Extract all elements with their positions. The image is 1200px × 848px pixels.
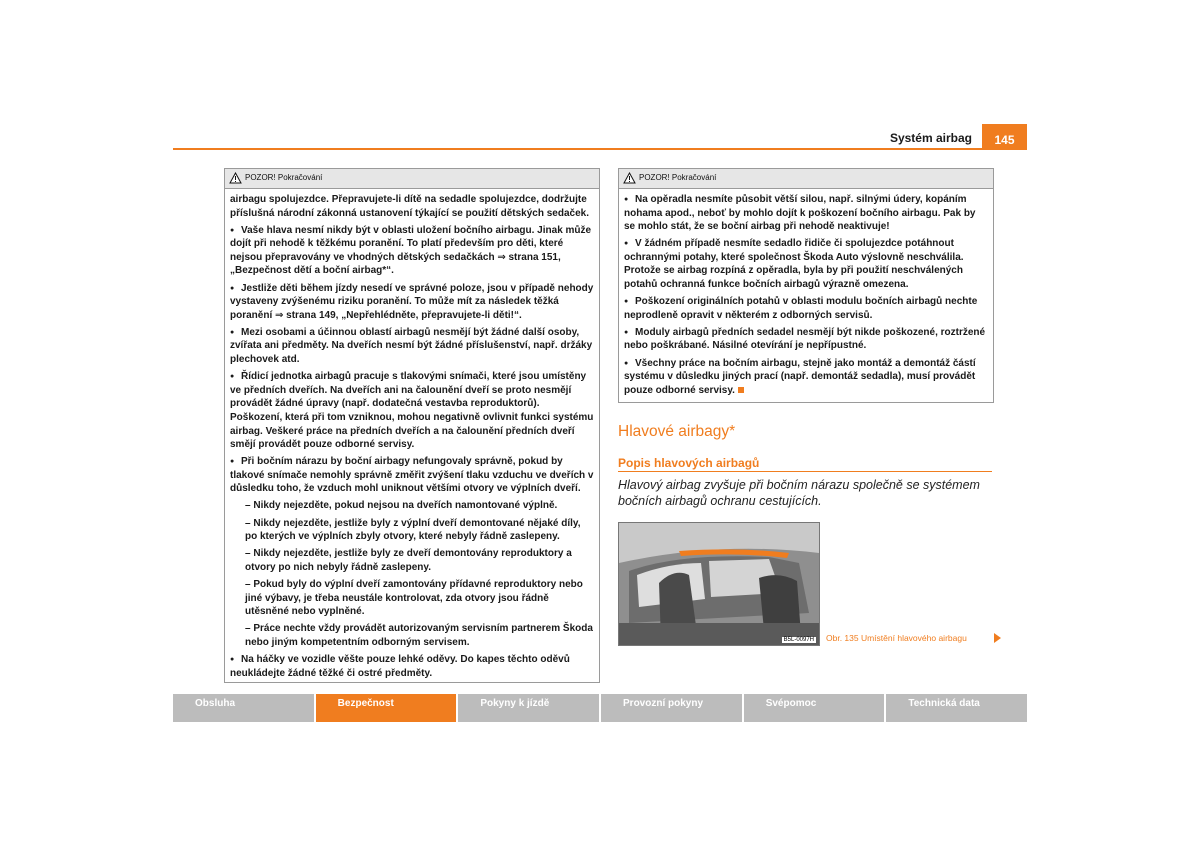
bullet-icon: ● (230, 373, 235, 381)
bullet-paragraph (230, 326, 594, 367)
paragraph-text: Při bočním nárazu by boční airbagy nefungovaly správně, pokud by tlakové snímače nemohly správně změřit zvýšení tlaku vzduchu ve dveřích v důsledku toho, že vzduch mohl uniknout většími otvory ve výplních dveří. (230, 456, 594, 495)
bullet-icon: ● (230, 655, 235, 663)
nav-tab[interactable]: Technická data (886, 694, 1027, 722)
paragraph-text: Moduly airbagů předních sedadel nesmějí být nikde poškozené, roztržené nebo poškrábané. Násilné otevírání je nepřípustné. (624, 326, 986, 352)
bullet-icon: ● (624, 240, 629, 248)
bullet-paragraph (624, 237, 988, 291)
dash-icon: – (245, 517, 254, 529)
text-paragraph (230, 193, 594, 220)
paragraph-text: Mezi osobami a účinnou oblastí airbagů nesmějí být žádné další osoby, zvířata ani předměty. Na dveřích nesmí být žádné příslušenství, např. držáky plechovek atd. (230, 326, 593, 366)
bullet-paragraph (624, 326, 988, 353)
bullet-icon: ● (230, 284, 235, 292)
bullet-icon: ● (230, 226, 235, 234)
nav-tab[interactable]: Pokyny k jízdě (458, 694, 599, 722)
warning-box-label: POZOR! Pokračování (245, 173, 323, 182)
dash-item (230, 517, 594, 544)
head-airbag-figure (618, 522, 820, 646)
warning-box-label: POZOR! Pokračování (639, 173, 717, 182)
bullet-icon: ● (624, 328, 629, 336)
warning-triangle-icon (229, 172, 242, 184)
paragraph-text: Poškození originálních potahů v oblasti modulu bočních airbagů nechte neprodleně opravit v některém z odborných servisů. (624, 296, 978, 321)
dash-icon: – (245, 623, 254, 635)
chapter-navigation (173, 694, 1027, 722)
car-interior-illustration (619, 523, 819, 645)
warning-box-body (225, 189, 599, 686)
bullet-icon: ● (624, 196, 629, 203)
nav-tab[interactable]: Obsluha (173, 694, 314, 722)
warning-box-body (619, 189, 993, 403)
paragraph-text: Nikdy nejezděte, jestliže byly ze dveří demontovány reproduktory a otvory po nich nebyly řádně zaslepeny. (245, 548, 572, 573)
nav-tab[interactable]: Svépomoc (744, 694, 885, 722)
continue-arrow-icon (994, 633, 1001, 643)
paragraph-text: Jestliže děti během jízdy nesedí ve správné poloze, jsou v případě nehody vystaveny zvýšenému riziku poranění. To může mít za následek těžká poranění ⇒ strana 149, „Nepřehlédněte, přepravujete-li děti!“. (230, 282, 594, 321)
bullet-icon: ● (230, 328, 235, 336)
paragraph-text: Pokud byly do výplní dveří zamontovány přídavné reproduktory nebo jiné výbavy, je třeba neustále kontrolovat, zda otvory jsou řádně utěsněné nebo vyplněné. (245, 578, 583, 618)
figure-caption: Obr. 135 Umístění hlavového airbagu (826, 633, 967, 643)
bullet-paragraph (230, 653, 594, 680)
end-of-section-mark (738, 387, 744, 393)
dash-icon: – (245, 500, 254, 512)
header-rule (173, 148, 1027, 150)
bullet-icon: ● (624, 359, 629, 367)
dash-icon: – (245, 578, 254, 590)
bullet-paragraph (230, 370, 594, 452)
section-subtitle: Popis hlavových airbagů (618, 456, 760, 470)
bullet-icon: ● (624, 298, 629, 306)
subtitle-rule (618, 471, 992, 472)
warning-box-left (224, 168, 600, 683)
bullet-paragraph (230, 224, 594, 278)
paragraph-text: V žádném případě nesmíte sedadlo řidiče či spolujezdce potáhnout ochrannými potahy, které společnost Škoda Auto výslovně neschválila. Protože se airbag rozpíná z opěradla, byla by při použití neschválených potahů ochranná funkce bočních airbagů výrazně omezena. (624, 238, 964, 291)
paragraph-text: Práce nechte vždy provádět autorizovaným servisním partnerem Škoda nebo jiným kompetentním odborným servisem. (245, 623, 593, 648)
dash-item (230, 622, 594, 649)
warning-box-header (619, 169, 993, 189)
paragraph-text: Všechny práce na bočním airbagu, stejně jako montáž a demontáž částí systému v důsledku jiných prací (např. demontáž sedadla), musí provádět pouze odborné servisy. (624, 357, 976, 396)
page-number: 145 (982, 124, 1027, 148)
figure-code: B5L-0097H (783, 637, 814, 643)
paragraph-text: airbagu spolujezdce. Přepravujete-li dítě na sedadle spolujezdce, dodržujte příslušná národní zákonná ustanovení týkající se použití dětských sedaček. (230, 194, 590, 219)
warning-triangle-icon (623, 172, 636, 184)
paragraph-text: Na opěradla nesmíte působit větší silou, např. silnými údery, kopáním nohama apod., neboť by mohlo dojít k poškození bočního airbagu. Pak by se mohlo stát, že se boční airbag při nehodě neaktivuje! (624, 194, 976, 233)
dash-icon: – (245, 548, 254, 560)
paragraph-text: Řídicí jednotka airbagů pracuje s tlakovými snímači, které jsou umístěny ve předních dveřích. Na dveřích ani na čalounění dveří se proto nesmějí provádět žádné úpravy (např. dodatečná vestavba reproduktorů). Poškození, která při tom vzniknou, mohou negativně ovlivnit funkci systému airbag. Veškeré práce na předních dveřích a na čalounění předních dveří smějí provádět pouze odborné servisy. (230, 371, 594, 451)
paragraph-text: Nikdy nejezděte, pokud nejsou na dveřích namontované výplně. (253, 500, 558, 512)
bullet-paragraph (230, 282, 594, 323)
paragraph-text: Vaše hlava nesmí nikdy být v oblasti uložení bočního airbagu. Jinak může dojít při nehodě k těžkému poranění. To platí především pro děti, které nejsou přepravovány ve vhodných dětských sedačkách ⇒ strana 151, „Bezpečnost dětí a boční airbag*“. (230, 224, 592, 277)
dash-item (230, 499, 594, 513)
bullet-paragraph (624, 357, 988, 398)
paragraph-text: Na háčky ve vozidle věšte pouze lehké oděvy. Do kapes těchto oděvů neukládejte žádné těžké či ostré předměty. (230, 653, 570, 679)
dash-item (230, 547, 594, 574)
warning-box-header (225, 169, 599, 189)
nav-tab[interactable]: Provozní pokyny (601, 694, 742, 722)
bullet-paragraph (624, 193, 988, 234)
paragraph-text: Nikdy nejezděte, jestliže byly z výplní dveří demontované nějaké díly, po kterých ve výplních zbyly otvory, které nebyly řádně zaslepeny. (245, 517, 581, 543)
bullet-paragraph (624, 295, 988, 322)
bullet-icon: ● (230, 458, 235, 466)
section-intro: Hlavový airbag zvyšuje při bočním nárazu společně se systémem bočních airbagů ochranu cestujících. (618, 478, 980, 508)
running-header-title: Systém airbag (889, 131, 972, 145)
dash-item (230, 578, 594, 619)
nav-tab[interactable]: Bezpečnost (316, 694, 457, 722)
warning-box-right (618, 168, 994, 403)
section-title: Hlavové airbagy* (618, 423, 736, 440)
bullet-paragraph (230, 455, 594, 496)
